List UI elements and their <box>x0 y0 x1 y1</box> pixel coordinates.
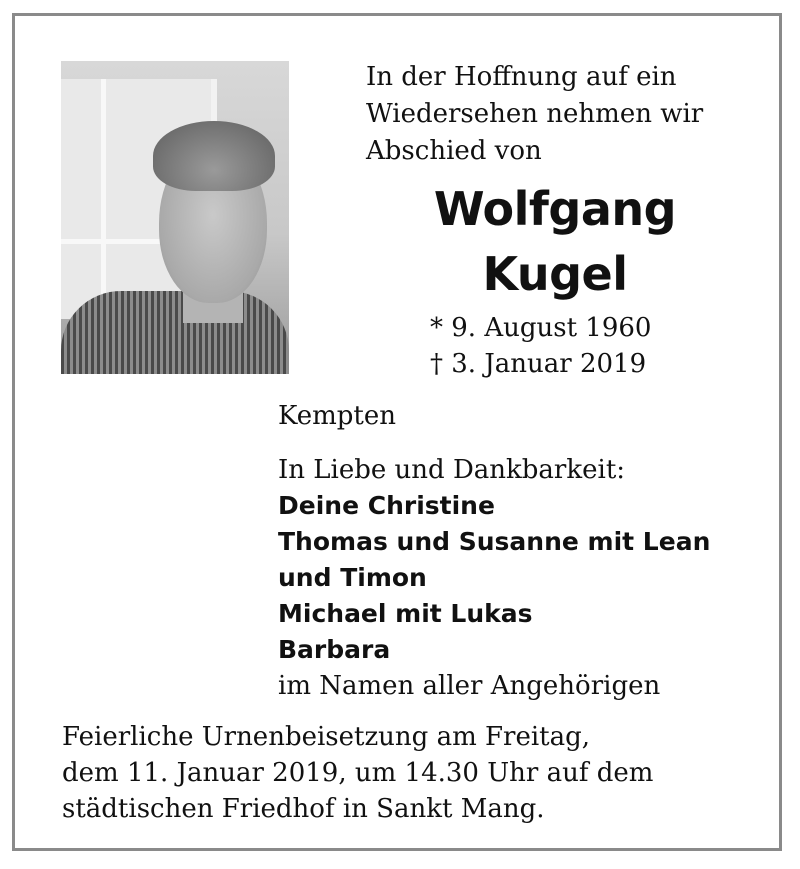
mourners-intro: In Liebe und Dankbarkeit: <box>278 455 626 485</box>
intro-line: Abschied von <box>366 136 542 166</box>
deceased-last-name: Kugel <box>482 247 628 301</box>
mourner-name: Barbara <box>278 635 391 664</box>
intro-text <box>366 59 766 170</box>
place-name: Kempten <box>278 401 396 431</box>
intro-line: Wiedersehen nehmen wir <box>366 99 704 129</box>
mourners-block <box>278 452 768 704</box>
mourner-name: Deine Christine <box>278 491 495 520</box>
birth-date: * 9. August 1960 <box>430 313 652 343</box>
life-dates <box>430 310 750 382</box>
intro-line: In der Hoffnung auf ein <box>366 62 677 92</box>
ceremony-line: städtischen Friedhof in Sankt Mang. <box>62 794 545 824</box>
mourners-closing: im Namen aller Angehörigen <box>278 671 661 701</box>
portrait-photo <box>61 61 289 374</box>
mourner-name: Thomas und Susanne mit Lean <box>278 527 711 556</box>
deceased-first-name: Wolfgang <box>433 182 677 236</box>
death-date: † 3. Januar 2019 <box>430 349 647 379</box>
photo-hair <box>153 121 275 191</box>
ceremony-line: Feierliche Urnenbeisetzung am Freitag, <box>62 722 591 752</box>
ceremony-info <box>62 719 762 827</box>
photo-shirt <box>61 291 289 374</box>
mourner-name: Michael mit Lukas <box>278 599 533 628</box>
ceremony-line: dem 11. Januar 2019, um 14.30 Uhr auf dem <box>62 758 654 788</box>
mourner-name: und Timon <box>278 563 427 592</box>
